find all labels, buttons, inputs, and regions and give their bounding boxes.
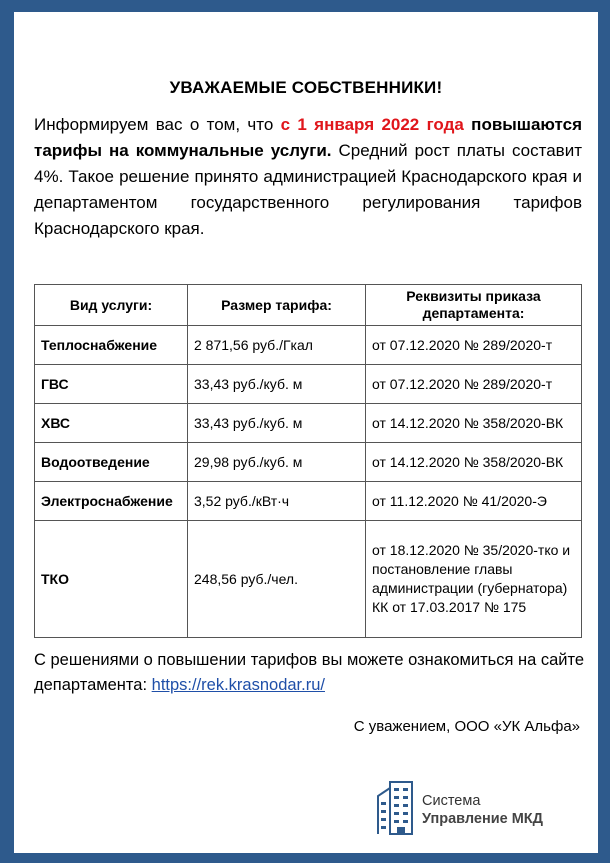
service-cell: Водоотведение bbox=[35, 443, 188, 482]
order-cell: от 14.12.2020 № 358/2020-ВК bbox=[366, 443, 582, 482]
building-icon bbox=[376, 780, 416, 836]
tariff-cell: 33,43 руб./куб. м bbox=[188, 365, 366, 404]
order-cell: от 11.12.2020 № 41/2020-Э bbox=[366, 482, 582, 521]
order-cell: от 14.12.2020 № 358/2020-ВК bbox=[366, 404, 582, 443]
table-row bbox=[35, 521, 582, 638]
tariff-cell: 33,43 руб./куб. м bbox=[188, 404, 366, 443]
header-service: Вид услуги: bbox=[35, 285, 188, 326]
header-order: Реквизиты приказа департамента: bbox=[366, 285, 582, 326]
tariff-table bbox=[34, 284, 582, 638]
page-title: УВАЖАЕМЫЕ СОБСТВЕННИКИ! bbox=[169, 78, 443, 97]
intro-part1: Информируем вас о том, что bbox=[34, 115, 281, 134]
service-cell: ГВС bbox=[35, 365, 188, 404]
department-link[interactable]: https://rek.krasnodar.ru/ bbox=[151, 676, 325, 694]
intro-bold: повышаются тарифы на коммунальные услуги. bbox=[34, 115, 582, 160]
intro-part3: Средний рост платы составит 4%. Такое решение принято администрацией Краснодарского края и департаментом государственного регулирования тарифов Краснодарского края. bbox=[34, 141, 582, 238]
logo-line1: Система bbox=[422, 793, 481, 809]
order-cell: от 07.12.2020 № 289/2020-т bbox=[366, 365, 582, 404]
service-cell: Электроснабжение bbox=[35, 482, 188, 521]
table-row bbox=[35, 482, 582, 521]
logo bbox=[376, 780, 576, 840]
tariff-cell: 248,56 руб./чел. bbox=[188, 521, 366, 638]
table-row bbox=[35, 326, 582, 365]
table-row bbox=[35, 404, 582, 443]
service-cell: ТКО bbox=[35, 521, 188, 638]
logo-line2: Управление МКД bbox=[422, 811, 543, 827]
service-cell: ХВС bbox=[35, 404, 188, 443]
date-highlight: с 1 января 2022 года bbox=[280, 115, 464, 134]
table-row bbox=[35, 365, 582, 404]
table-header-row bbox=[35, 285, 582, 326]
table-row bbox=[35, 443, 582, 482]
outro-text: С решениями о повышении тарифов вы можете ознакомиться на сайте департамента: bbox=[34, 651, 585, 694]
order-cell: от 18.12.2020 № 35/2020-тко и постановление главы администрации (губернатора) КК от 17.03.2017 № 175 bbox=[366, 521, 582, 638]
order-cell: от 07.12.2020 № 289/2020-т bbox=[366, 326, 582, 365]
logo-text bbox=[422, 792, 543, 828]
signature: С уважением, ООО «УК Альфа» bbox=[353, 718, 580, 735]
intro-paragraph bbox=[34, 112, 582, 242]
service-cell: Теплоснабжение bbox=[35, 326, 188, 365]
outro-paragraph bbox=[34, 648, 586, 698]
notice-sheet bbox=[14, 12, 598, 853]
tariff-cell: 3,52 руб./кВт·ч bbox=[188, 482, 366, 521]
header-tariff: Размер тарифа: bbox=[188, 285, 366, 326]
tariff-cell: 29,98 руб./куб. м bbox=[188, 443, 366, 482]
tariff-cell: 2 871,56 руб./Гкал bbox=[188, 326, 366, 365]
